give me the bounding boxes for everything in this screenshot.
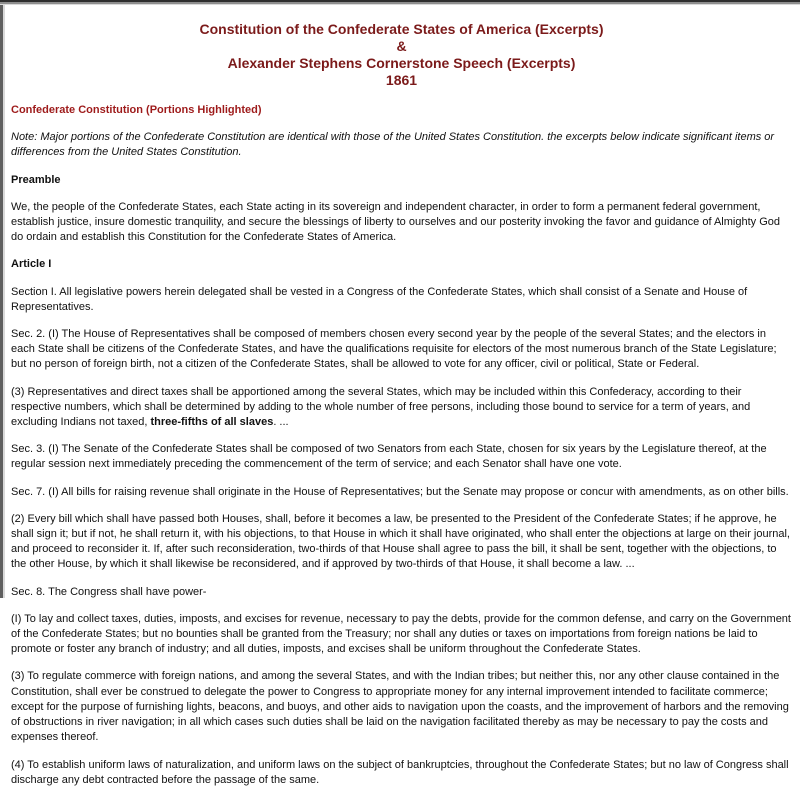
title-line-1: Constitution of the Confederate States of America (Excerpts) [199,21,604,37]
preamble-heading: Preamble [11,173,61,186]
section-heading: Confederate Constitution (Portions Highlighted) [11,104,262,116]
title-line-2: Alexander Stephens Cornerstone Speech (Excerpts) [227,55,576,71]
editor-note: Note: Major portions of the Confederate Constitution are identical with those of the United States Constitution. the excerpts below indicate significant items or differences from the United States Constitution. [11,131,775,159]
document-body [11,103,792,788]
three-fifths-highlight: three-fifths of all slaves [150,416,274,429]
sec3-clause1-paragraph: Sec. 3. (I) The Senate of the Confederate States shall be composed of two Senators from each State, chosen for six years by the Legislature thereof, at the regular session next immediately preceding the commencement of the term of service; and each Senator shall have one vote. [11,443,767,471]
sec2-clause1-paragraph: Sec. 2. (I) The House of Representatives shall be composed of members chosen every second year by the people of the several States; and the electors in each State shall be citizens of the Confederate States, and have the qualifications requisite for electors of the most numerous branch of the State Legislature; but no person of foreign birth, not a citizen of the Confederate States, shall be allowed to vote for any officer, civil or political, State or Federal. [11,328,777,371]
sec2-clause3-text: (3) Representatives and direct taxes shall be apportioned among the several States, which may be included within this Confederacy, according to their respective numbers, which shall be determined by adding to the whole number of free persons, including those bound to service for a term of years, and excluding Indians not taxed, [11,385,751,429]
window-top-border [0,0,800,5]
title-year: 1861 [385,72,418,88]
document-page [5,5,800,786]
sec8-clause3-paragraph: (3) To regulate commerce with foreign nations, and among the several States, and with the Indian tribes; but neither this, nor any other clause contained in the Constitution, shall ever be construed to delegate the power to Congress to appropriate money for any internal improvement intended to facilitate commerce; except for the purpose of furnishing lights, beacons, and buoys, and other aids to navigation upon the coasts, and the improvement of harbors and the removing of obstructions in river navigation; in all which cases such duties shall be laid on the navigation facilitated thereby as may be necessary to pay the costs and expenses thereof. [11,670,789,744]
page-title [11,21,792,89]
sec8-clause1-paragraph: (I) To lay and collect taxes, duties, imposts, and excises for revenue, necessary to pay the debts, provide for the common defense, and carry on the Government of the Confederate States; but no bounties shall be granted from the Treasury; nor shall any duties or taxes on importations from foreign nations be laid to promote or foster any branch of industry; and all duties, imposts, and excises shall be uniform throughout the Confederate States. [11,612,791,656]
window-left-border [0,0,5,598]
article1-section1-paragraph: Section I. All legislative powers herein delegated shall be vested in a Congress of the Confederate States, which shall consist of a Senate and House of Representatives. [11,285,748,313]
sec2-clause3-ellipsis: . ... [273,416,289,429]
article1-heading: Article I [11,258,52,271]
sec7-clause1-paragraph: Sec. 7. (I) All bills for raising revenue shall originate in the House of Representatives; but the Senate may propose or concur with amendments, as on other bills. [11,485,789,498]
sec7-clause2-paragraph: (2) Every bill which shall have passed both Houses, shall, before it becomes a law, be presented to the President of the Confederate States; if he approve, he shall sign it; but if not, he shall return it, with his objections, to that House in which it shall have originated, who shall enter the objections at large on their journal, and proceed to reconsider it. If, after such reconsideration, two-thirds of that House shall agree to pass the bill, it shall be sent, together with the objections, to the other House, by which it shall likewise be reconsidered, and if approved by two-thirds of that House, it shall become a law. ... [11,512,790,571]
preamble-paragraph: We, the people of the Confederate States, each State acting in its sovereign and independent character, in order to form a permanent federal government, establish justice, insure domestic tranquility, and secure the blessings of liberty to ourselves and our posterity invoking the favor and guidance of Almighty God do ordain and establish this Constitution for the Confederate States of America. [11,200,780,244]
sec2-clause3-paragraph [11,385,792,431]
title-ampersand: & [396,38,407,54]
sec8-clause4-paragraph: (4) To establish uniform laws of naturalization, and uniform laws on the subject of bankruptcies, throughout the Confederate States; but no law of Congress shall discharge any debt contracted before the passage of the same. [11,758,789,786]
sec8-intro-paragraph: Sec. 8. The Congress shall have power- [11,585,207,598]
